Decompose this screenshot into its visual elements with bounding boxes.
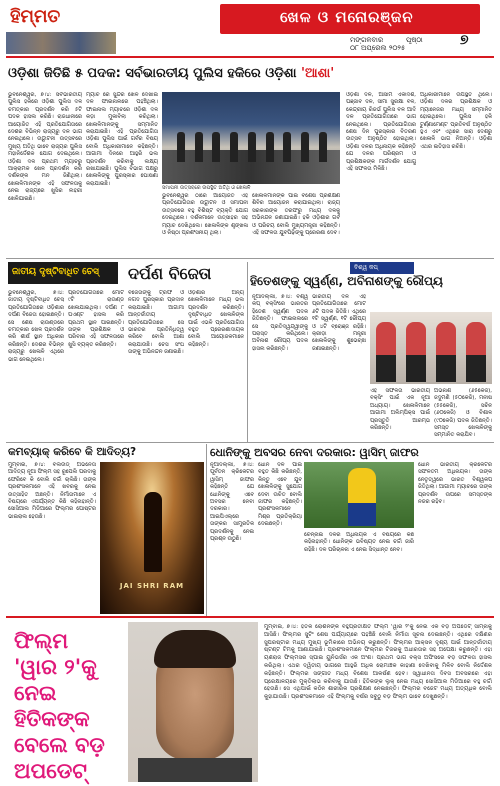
weekday: ମଙ୍ଗଳବାର [350, 36, 384, 44]
film-poster-image [100, 462, 204, 614]
story1-column-4: ଖେଳାଳିମାନଙ୍କ ପାଇଁ ବିଶେଷ ପ୍ରଶିକ୍ଷଣ ଶିବିର ଆୟୋଜନ କରାଯାଇଥିଲା। ରାଜ୍ୟ ସରକାରଙ୍କ ତରଫରୁ ମଧ୍ୟ ଦଳକୁ ଅଭିନନ୍ଦନ ଜଣାଯାଇଛି। ହକି ଓଡ଼ିଶାର ଗର୍ବ ଓ ପରିଚୟ ବୋଲି ମୁଖ୍ୟମନ୍ତ୍ରୀ କହିଛନ୍ତି। ଏହି ସଫଳତା ଯୁବପିଢ଼ିଙ୍କୁ ପ୍ରେରଣା ଦେବ। [252, 193, 340, 237]
feature-rule [6, 616, 494, 618]
logo-photo-strip [6, 32, 116, 54]
divider-rule [247, 262, 248, 442]
story3-headline: ହିତେଶଙ୍କୁ ସ୍ୱର୍ଣ୍ଣ, ଅବିନାଶଙ୍କୁ ରୌପ୍ୟ [250, 274, 443, 288]
cricketer-silhouette [348, 468, 376, 526]
story1-column-under-1: ଭୁବନେଶ୍ୱର ଠାରେ ଆୟୋଜିତ ଏହି ପ୍ରତିଯୋଗିତାର ଉଦ୍ଘାଟନ ଓ ସମାପନୀ ଉତ୍ସବରେ ବହୁ ବିଶିଷ୍ଟ ବ୍ୟକ୍ତି ଯୋଗ ଦେଇଥିଲେ। ଦର୍ଶକମାନେ ଉତ୍ସାହର ସହ ମ୍ୟାଚ ଦେଖିଥିଲେ। ଖେଳାଳିଙ୍କ ଶୃଙ୍ଖଳା ଓ ନିଷ୍ଠା ପ୍ରଶଂସନୀୟ ଥିଲା। [162, 193, 248, 237]
story2-headline [8, 262, 240, 284]
story1-column-3: ଓଡ଼ିଶା ଦଳ, ଆସାମ ଏକାଦଶ, ପଞ୍ଜାବ ଦଳ, ସୀମା ସୁରକ୍ଷା ବଳ, କେନ୍ଦ୍ରୀୟ ରିଜର୍ଭ ପୁଲିସ ବଳ ଆଦି ଦଳ ପ୍ରତିଯୋଗିତାରେ ଭାଗ ନେଇଥିଲେ। ପ୍ରତିଯୋଗିତାର ଶେଷ ଦିନ ପୁରସ୍କାର ବିତରଣ ଉତ୍ସବ ଅନୁଷ୍ଠିତ ହୋଇଥିଲା। ଓଡ଼ିଶା ଦଳର ଅଧିନାୟକ କହିଛନ୍ତି ଯେ ଦଳର ପରିଶ୍ରମ ଓ ପ୍ରଶିକ୍ଷକଙ୍କ ମାର୍ଗଦର୍ଶନ ଯୋଗୁ ଏହି ସଫଳତା ମିଳିଛି। [346, 92, 416, 173]
story2-tag: ଜାତୀୟ ଦୃଷ୍ଟିବାଧିତ ଚେସ୍ [8, 262, 118, 284]
story3-column-2: ଭାରତୀୟ ଦଳ ଏହି ପ୍ରତିଯୋଗିତାରେ ମୋଟ ୬ଟି ପଦକ ଜିତିଛି। ଏଥିରେ ୧ଟି ସ୍ୱର୍ଣ୍ଣ, ୧ଟି ରୌପ୍ୟ ଓ ୪ଟି ବ୍ରୋଞ୍ଜ ରହିଛି। କ୍ରୀଡ଼ା ମନ୍ତ୍ରୀ ଖେଳାଳିଙ୍କୁ ଶୁଭେଚ୍ଛା ଜଣାଇଛନ୍ତି। [312, 294, 366, 352]
story2-column-1: ଭୁବନେଶ୍ୱର, ୭।୪: ଜାତୀୟ ଦୃଷ୍ଟିବାଧିତ ଚେସ୍ ପ୍ରତିଯୋଗିତାରେ ଓଡ଼ିଶାର ଦର୍ପଣ ବିଜେତା ହୋଇଛନ୍ତି। ସେ ଶେଷ ରାଉଣ୍ଡରେ ଚମତ୍କାର ଖେଳ ପ୍ରଦର୍ଶନ କରି ଶୀର୍ଷ ସ୍ଥାନ ଅଧିକାର କରିଛନ୍ତି। ଦେଶର ବିଭିନ୍ନ ରାଜ୍ୟରୁ ଖେଳାଳି ଏଥିରେ ଭାଗ ନେଇଥିଲେ। [8, 290, 64, 363]
section-title: ଖେଳ ଓ ମନୋରଞ୍ଜନ [280, 8, 414, 26]
masthead-rule [6, 56, 494, 58]
story2-column-4: ଓଡ଼ିଶାର ଅନ୍ୟ ଖେଳାଳିମାନେ ମଧ୍ୟ ଭଲ ପ୍ରଦର୍ଶନ କରିଛନ୍ତି। ଦୃଷ୍ଟିବାଧିତ ଖେଳାଳିଙ୍କ ପାଇଁ ଏଭଳି ପ୍ରତିଯୋଗିତା ବହୁତ ପ୍ରେରଣାଦାୟକ ବୋଲି ଆୟୋଜକମାନେ କହିଛନ୍ତି। [188, 290, 244, 348]
story1-headline-quote: 'ଆଶା' [301, 66, 335, 81]
logo-text: ହିମ୍ମତ [10, 6, 61, 27]
newspaper-logo [6, 4, 116, 56]
dateline [350, 32, 490, 52]
divider-rule [6, 442, 494, 443]
divider-rule [206, 444, 207, 616]
boxers-podium-photo [370, 312, 492, 384]
story1-column-1: ଭୁବନେଶ୍ୱର, ୭।୪: ସର୍ବଭାରତୀୟ ପୁଲିସ ହକିରେ ଓଡ଼ିଶା ପୁଲିସ ଦଳ ଚମତ୍କାର ପ୍ରଦର୍ଶନ କରି ୫ଟି ପଦକ ହାସଲ କରିଛି। ରାଜଧାନୀରେ ଆୟୋଜିତ ଏହି ପ୍ରତିଯୋଗିତାରେ ଦେଶର ବିଭିନ୍ନ ରାଜ୍ୟରୁ ଦଳ ଭାଗ ନେଇଥିଲେ। ଉଦ୍ଘାଟନୀ ଉତ୍ସବରେ ମୁଖ୍ୟ ଅତିଥି ଭାବେ ରାଜ୍ୟର ପୁଲିସ ମହାନିର୍ଦ୍ଦେଶକ ଯୋଗ ଦେଇଥିଲେ। ଓଡ଼ିଶା ଦଳ ପ୍ରଥମ ମ୍ୟାଚରୁ ଆକ୍ରାମକ ଖେଳ ପ୍ରଦର୍ଶନ କରି ଦର୍ଶକଙ୍କ ମନ ଜିଣିଥିଲା। ଖେଳାଳିମାନଙ୍କ ଏହି ସଫଳତାକୁ ନେଇ ରାଜ୍ୟରେ ଖୁସିର ଲହରୀ ଖେଳିଯାଇଛି। [8, 92, 82, 202]
story1-headline-text: ଓଡ଼ିଶା ଜିତିଛି ୫ ପଦକ: ସର୍ବଭାରତୀୟ ପୁଲିସ ହକିରେ ଓଡ଼ିଶା [8, 66, 302, 81]
feature-headline: ଫିଲ୍ମ 'ୱାର ୨'କୁ ନେଇ ହିତିକଙ୍କ ବେଲେ ବଡ଼ ଅପଡେଟ୍ [14, 629, 105, 783]
people-silhouettes [172, 132, 332, 162]
feature-body: ମୁମ୍ବାଇ, ୭।୪: ହିତିକ ରୋଶନଙ୍କ ବହୁପ୍ରତୀକ୍ଷିତ ଫିଲ୍ମ 'ୱାର ୨'କୁ ନେଇ ଏକ ବଡ଼ ଅପଡେଟ୍ ସାମ୍ନାକୁ ଆସିଛି। ଫିଲ୍ମର ସୁଟିଂ ଶେଷ ପର୍ଯ୍ୟାୟରେ ପହଞ୍ଚିଛି ବୋଲି ନିର୍ମାତା ସୂଚନା ଦେଇଛନ୍ତି। ଏଥିରେ ଦକ୍ଷିଣର ସୁପରଷ୍ଟାର ମଧ୍ୟ ମୁଖ୍ୟ ଭୂମିକାରେ ଅଭିନୟ କରୁଛନ୍ତି। ଫିଲ୍ମର ଆକ୍ସନ ଦୃଶ୍ୟ ପାଇଁ ଆନ୍ତର୍ଜାତୀୟ ଷ୍ଟଣ୍ଟ ଟିମକୁ ଆଣାଯାଇଛି। ପ୍ରଶଂସକମାନେ ଫିଲ୍ମର ଟିଜରକୁ ଅଧୀରତାର ସହ ଅପେକ୍ଷା କରୁଛନ୍ତି। ଏହା ୟଶରାଜ ଫିଲ୍ମସର ସ୍ପାଇ ୟୁନିଭର୍ସର ଏକ ଅଂଶ। ପ୍ରଥମ ଭାଗ ବକ୍ସ ଅଫିସରେ ବଡ଼ ସଫଳତା ହାସଲ କରିଥିଲା। ଏଥର ଦ୍ୱିତୀୟ ଭାଗରେ ଆହୁରି ଅଧିକ ରୋମାଞ୍ଚକ କାହାଣୀ ଦେଖିବାକୁ ମିଳିବ ବୋଲି ନିର୍ଦ୍ଦେଶକ କହିଛନ୍ତି। ଫିଲ୍ମର ସଙ୍ଗୀତ ମଧ୍ୟ ବିଶେଷ ଆକର୍ଷଣ ହେବ। ସ୍ୱାଧୀନତା ଦିବସ ଅବସରରେ ଏହା ପ୍ରେକ୍ଷାଳୟରେ ମୁକ୍ତିଲାଭ କରିବାକୁ ଯାଉଛି। ହିତିକଙ୍କ ଲୁକ୍ ନେଇ ମଧ୍ୟ ସୋସିଆଲ ମିଡିଆରେ ବହୁ ଚର୍ଚ୍ଚା ହେଉଛି। ସେ ଏଥିପାଇଁ କଠିନ ଶାରୀରିକ ପ୍ରଶିକ୍ଷଣ ନେଇଛନ୍ତି। ଫିଲ୍ମର ବଜେଟ ମଧ୍ୟ ଅତ୍ୟଧିକ ବୋଲି କୁହାଯାଉଛି। ପ୍ରଶଂସକମାନେ ଏହି ଫିଲ୍ମକୁ ବର୍ଷର ସବୁଠୁ ବଡ଼ ଫିଲ୍ମ ଭାବେ ଦେଖୁଛନ୍ତି। [264, 624, 492, 701]
issue-date: ୦୮ ଅପ୍ରେଲ ୨୦୨୫ [350, 44, 406, 52]
hockey-ceremony-photo [162, 92, 340, 184]
boxers-silhouettes [376, 322, 486, 382]
story5-column-3: ଚେନ୍ନାଇ ଦଳର ଅଧିନାୟକ ଏ ବିଷୟରେ କିଛି କହିନାହାନ୍ତି। ଧୋନିଙ୍କ ଭବିଷ୍ୟତ ନେଇ ଚର୍ଚ୍ଚା ଜାରି ରହିଛି। ଦଳ ପରିଚାଳନା ଏ ନେଇ ସିଦ୍ଧାନ୍ତ ନେବ। [304, 532, 414, 553]
story1-column-5: ଅଧିକାରୀମାନେ ଉପସ୍ଥିତ ଥିଲେ। ଓଡ଼ିଶା ଦଳର ପ୍ରଶିକ୍ଷକ ଓ ମ୍ୟାନେଜର ମଧ୍ୟ ସମ୍ମାନିତ ହୋଇଥିଲେ। ପୁଲିସ ହକି ଟୁର୍ଣ୍ଣାମେଣ୍ଟ ପ୍ରତିବର୍ଷ ଅନୁଷ୍ଠିତ ହୁଏ ଏବଂ ଏଥିରେ ସାରା ଦେଶରୁ ଖେଳାଳି ଭାଗ ନିଅନ୍ତି। ଓଡ଼ିଶା ଏଥର ଇତିହାସ ରଚିଛି। [420, 92, 492, 150]
story5-column-4: ଧୋନି ଭାରତୀୟ କ୍ରିକେଟର ସଫଳତମ ଅଧିନାୟକ। ତାଙ୍କ ନେତୃତ୍ୱରେ ଭାରତ ବିଶ୍ୱକପ ଜିତିଥିଲା। ଆଗାମୀ ମ୍ୟାଚରେ ତାଙ୍କ ପ୍ରଦର୍ଶନ ଉପରେ ସମସ୍ତଙ୍କ ନଜର ରହିବ। [418, 462, 492, 506]
poster-title: JAI SHRI RAM [119, 582, 185, 590]
page-number: ୭ [460, 32, 469, 48]
actor-shirt [138, 758, 252, 782]
story4-headline: କମବ୍ୟାକ୍ କରିବେ କି ଆଦିତ୍ୟ? [8, 446, 137, 458]
divider-rule [6, 258, 494, 259]
story3-column-1: ନୂଆଦିଲ୍ଲୀ, ୭।୪: ବିଶ୍ୱ କପ୍ ବକ୍ସିଂରେ ଭାରତର ହିତେଶ ସ୍ୱର୍ଣ୍ଣ ପଦକ ଜିତିଛନ୍ତି। ଫାଇନାଲରେ ସେ ପ୍ରତିଦ୍ୱନ୍ଦ୍ୱୀଙ୍କୁ ପରାସ୍ତ କରିଥିଲେ। ଅବିନାଶ ରୌପ୍ୟ ପଦକ ହାସଲ କରିଛନ୍ତି। [252, 294, 308, 352]
story5-column-1: ନୂଆଦିଲ୍ଲୀ, ୭।୪: ପୂର୍ବତନ କ୍ରିକେଟର ୱାସିମ୍ ଜାଫର କହିଛନ୍ତି ଯେ ଧୋନିଙ୍କୁ ଏବେ ଅବସର ନେବା ଦରକାର। ଆଇପିଏଲ୍ରେ ତାଙ୍କର ସାମ୍ପ୍ରତିକ ପ୍ରଦର୍ଶନକୁ ନେଇ ପ୍ରଶ୍ନ ଉଠୁଛି। [210, 462, 254, 543]
story2-headline-text: ଦର୍ପଣ ବିଜେତା [128, 264, 212, 283]
poster-figure-silhouette [144, 492, 162, 572]
story5-headline: ଧୋନିଙ୍କୁ ଅବସର ନେବା ଦରକାର: ୱାସିମ୍ ଜାଫର [210, 446, 419, 459]
actor-hair [154, 630, 236, 668]
page-label: ପୃଷ୍ଠା [406, 36, 423, 44]
story1-photo-caption: ସମାପନୀ ଉତ୍ସବରେ ଉପସ୍ଥିତ ଅତିଥି ଓ ଖେଳାଳି [162, 185, 251, 191]
story2-column-2: ପ୍ରତିଯୋଗିତାରେ ମୋଟ ୯ଟି ରାଉଣ୍ଡ ଖେଳାଯାଇଥିଲା। ଦର୍ପଣ ୮ ପଏଣ୍ଟ ହାସଲ କରି ପ୍ରଥମ ସ୍ଥାନ ପାଇଛନ୍ତି। ତାଙ୍କ ପ୍ରଶିକ୍ଷକ ଓ ପରିବାର ଏହି ସଫଳତାରେ ଖୁସି ବ୍ୟକ୍ତ କରିଛନ୍ତି। [68, 290, 124, 348]
actor-portrait-photo [128, 622, 258, 782]
story1-column-2: ମ୍ୟାଚ ରେ ସୁନ୍ଦର ଖେଳ ଦେଖାଇ ଦଳ ଫାଇନାଲରେ ପହଞ୍ଚିଥିଲା। ଫାଇନାଲ ମ୍ୟାଚରେ ଓଡ଼ିଶା ଦଳ କଡ଼ା ମୁକାବିଲା କରିଥିଲା। ଖେଳାଳିମାନଙ୍କୁ ସମ୍ମାନିତ କରାଯାଇଛି। ଏହି ପ୍ରତିଯୋଗିତା ଓଡ଼ିଶା ପୁଲିସ ପାଇଁ ଗର୍ବର ବିଷୟ ବୋଲି ଅଧିକାରୀମାନେ କହିଛନ୍ତି। ଆଗାମୀ ଦିନରେ ଆହୁରି ଭଲ ପ୍ରଦର୍ଶନ କରିବାକୁ ଲକ୍ଷ୍ୟ ରଖାଯାଇଛି। ପୁଲିସ ବିଭାଗ ପକ୍ଷରୁ ଖେଳାଳିଙ୍କୁ ପୁରସ୍କାର ଘୋଷଣା କରାଯାଇଛି। [86, 92, 158, 187]
story4-column-1: ମୁମ୍ବାଇ, ୭।୪: ବଲିଉଡ୍ ଅଭିନେତା ଆଦିତ୍ୟ ନୂଆ ଫିଲ୍ମ ସହ ରୂପେଲି ପରଦାକୁ ଫେରିବେ କି ବୋଲି ଚର୍ଚ୍ଚା ଚାଲିଛି। ତାଙ୍କ ପ୍ରଶଂସକମାନେ ଏହି ଖବରକୁ ନେଇ ଉତ୍ସାହିତ ଅଛନ୍ତି। ନିର୍ମାତାମାନେ ଏ ବିଷୟରେ ଏପର୍ଯ୍ୟନ୍ତ କିଛି କହିନାହାନ୍ତି। ସୋସିଆଲ ମିଡିଆରେ ଫିଲ୍ମର ପୋଷ୍ଟର ଭାଇରାଲ ହେଉଛି। [8, 462, 96, 520]
cricketer-photo [304, 462, 414, 528]
story3-column-3: ଏହି ସଫଳତା ଭାରତୀୟ ବକ୍ସିଂ ପାଇଁ ଏକ ନୂଆ ଅଧ୍ୟାୟ। ଖେଳାଳିମାନେ ଆଗାମୀ ଅଲିମ୍ପିକ୍ସ ପାଇଁ ପ୍ରସ୍ତୁତି ଆରମ୍ଭ କରିଛନ୍ତି। [370, 388, 430, 432]
story2-column-3: ବିଜେତାଙ୍କୁ ଟ୍ରଫି ଓ ନଗଦ ପୁରସ୍କାର ପ୍ରଦାନ କରାଯାଇଛି। ଆଗାମୀ ଆନ୍ତର୍ଜାତୀୟ ପ୍ରତିଯୋଗିତାରେ ସେ ଭାରତର ପ୍ରତିନିଧିତ୍ୱ କରିବେ ବୋଲି ଆଶା କରାଯାଉଛି। ଚେସ ସଂଘ ତାଙ୍କୁ ଅଭିନନ୍ଦନ ଜଣାଇଛି। [128, 290, 184, 356]
story3-tag: ବିଶ୍ୱ କପ୍ [350, 262, 414, 274]
story3-column-4: ଅଭିନାଶ (୬୫କେଜି), ଜଦୁମଣି (୫୦କେଜି), ମନୀଷ (୫୫କେଜି), ସଚିନ (୬୦କେଜି) ଓ ବିଶାଳ (୯୦କେଜି) ପଦକ ଜିତିଛନ୍ତି। ସମସ୍ତ ଖେଳାଳିଙ୍କୁ ସମ୍ମାନିତ କରାଯିବ। [434, 388, 492, 439]
story1-headline [8, 66, 492, 81]
story5-column-2: ଧୋନି ଦଳ ପାଇଁ ବହୁତ କିଛି କରିଛନ୍ତି, କିନ୍ତୁ ଏବେ ଯୁବ ଖେଳାଳିଙ୍କୁ ସୁଯୋଗ ଦେବା ଉଚିତ ବୋଲି ଜାଫର କହିଛନ୍ତି। ପ୍ରଶଂସକମାନେ ମିଶ୍ର ପ୍ରତିକ୍ରିୟା ଦେଇଛନ୍ତି। [258, 462, 302, 528]
